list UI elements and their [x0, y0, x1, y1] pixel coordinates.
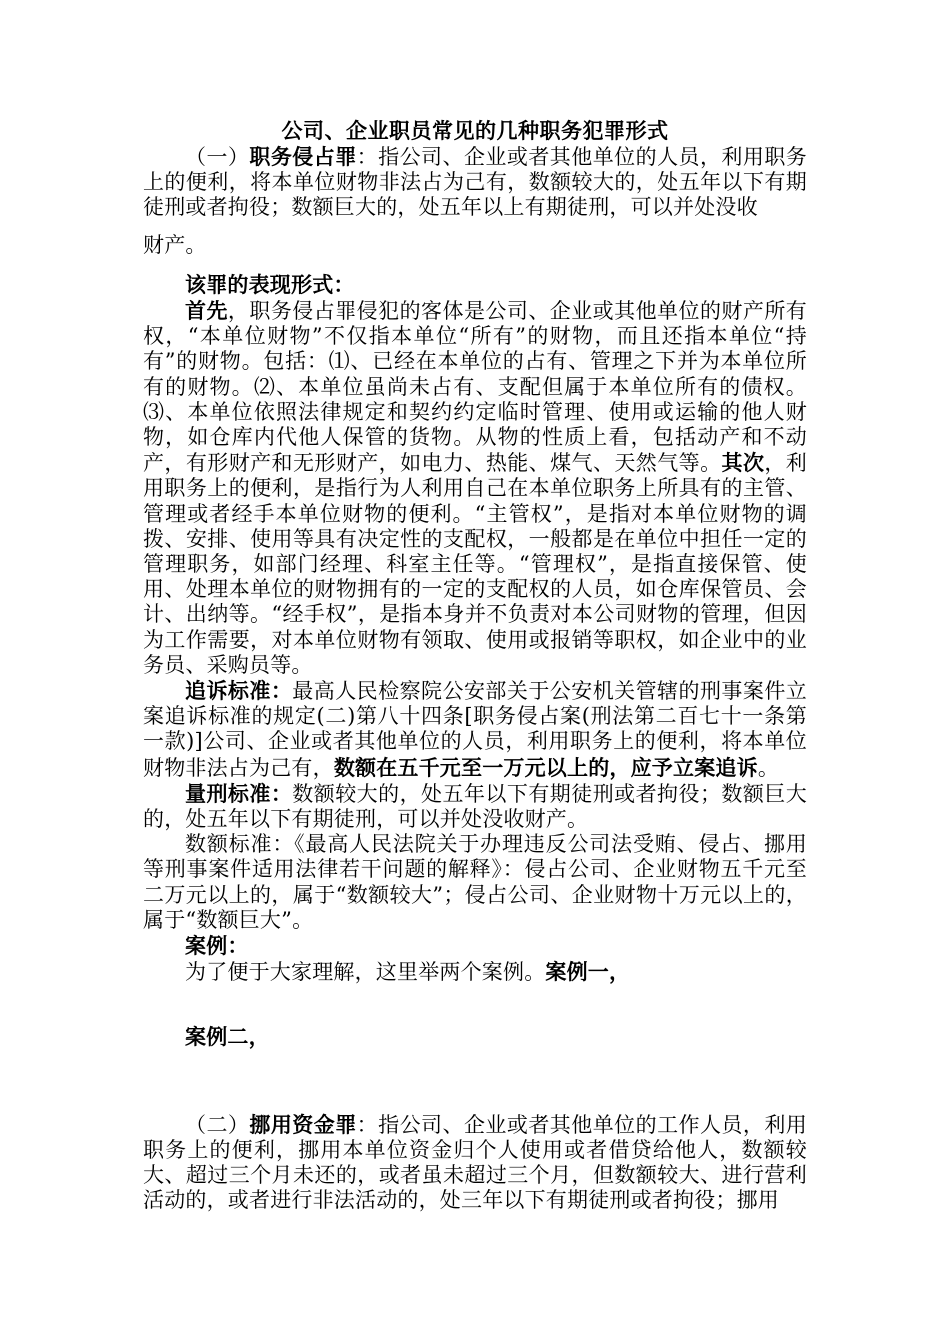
section2-paragraph: [143, 1112, 807, 1214]
section1-prefix: （一）: [185, 145, 250, 169]
section2-text: ：指公司、企业或者其他单位的工作人员，利用职务上的便利，挪用本单位资金归个人使用或者借贷给他人，数额较大、超过三个月未还的，或者虽未超过三个月，但数额较大、进行营利活动的，或者进行非法活动的，处三年以下有期徒刑或者拘役；挪用: [143, 1112, 808, 1213]
case-two-label: 案例二，: [185, 1023, 270, 1049]
prosecution-end: 。: [757, 755, 780, 780]
forms-second-label: 其次: [721, 450, 765, 476]
prosecution-text: 最高人民检察院公安部关于公安机关管辖的刑事案件立案追诉标准的规定(二)第八十四条[职务侵占案(刑法第二百七十一条第一款)]公司、企业或者其他单位的人员，利用职务上的便利，将本单位财物非法占为己有，: [143, 679, 807, 780]
forms-heading-paragraph: [143, 272, 807, 298]
forms-second-text: ，利用职务上的便利，是指行为人利用自己在本单位职务上所具有的主管、管理或者经手本单位财物的便利。“主管权”，是指对本单位财物的调拨、安排、使用等具有决定性的支配权，一般都是在单位中担任一定的管理职务，如部门经理、科室主任等。“管理权”，是指直接保管、使用、处理本单位的财物拥有的一定的支配权的人员，如仓库保管员、会计、出纳等。“经手权”，是指本身并不负责对本公司财物的管理，但因为工作需要，对本单位财物有领取、使用或报销等职权，如企业中的业务员、采购员等。: [143, 451, 808, 677]
case-one-label: 案例一，: [545, 959, 631, 985]
cases-heading-paragraph: [143, 933, 807, 959]
section1-tail: 财产。: [143, 232, 207, 257]
section2-name: 挪用资金罪: [249, 1111, 357, 1137]
document-title: 公司、企业职员常见的几种职务犯罪形式: [281, 118, 669, 143]
cases-intro: 为了便于大家理解，这里举两个案例。: [185, 960, 546, 985]
forms-first-text: ，职务侵占罪侵犯的客体是公司、企业或其他单位的财产所有权，“本单位财物”不仅指本单位“所有”的财物，而且还指本单位“持有”的财物。包括：⑴、已经在本单位的占有、管理之下并为本单位所有的财物。⑵、本单位虽尚未占有、支配但属于本单位所有的债权。⑶、本单位依照法律规定和契约约定临时管理、使用或运输的他人财物，如仓库内代他人保管的货物。从物的性质上看，包括动产和不动产，有形财产和无形财产，如电力、热能、煤气、天然气等。: [143, 299, 807, 476]
forms-first-label: 首先: [185, 298, 228, 324]
prosecution-label: 追诉标准：: [185, 678, 293, 704]
document-body: [143, 118, 807, 1214]
prosecution-paragraph: [143, 678, 807, 781]
cases-intro-paragraph: [143, 959, 807, 985]
section2-prefix: （二）: [185, 1112, 250, 1137]
section1-paragraph: [143, 144, 807, 221]
sentencing-text: 数额较大的，处五年以下有期徒刑或者拘役；数额巨大的，处五年以下有期徒刑，可以并处没收财产。: [143, 781, 807, 832]
forms-heading: 该罪的表现形式：: [185, 271, 355, 297]
case-two-paragraph: [143, 1024, 807, 1050]
amount-paragraph: 数额标准：《最高人民法院关于办理违反公司法受贿、侵占、挪用等刑事案件适用法律若干问题的解释》：侵占公司、企业财物五千元至二万元以上的，属于“数额较大”；侵占公司、企业财物十万元以上的，属于“数额巨大”。: [143, 832, 807, 932]
sentencing-label: 量刑标准：: [185, 780, 293, 806]
section1-name: 职务侵占罪: [249, 144, 357, 169]
forms-paragraph: [143, 298, 807, 678]
sentencing-paragraph: [143, 781, 807, 832]
prosecution-bold-text: 数额在五千元至一万元以上的，应予立案追诉: [333, 754, 758, 780]
section1-text: ：指公司、企业或者其他单位的人员，利用职务上的便利，将本单位财物非法占为己有，数额较大的，处五年以下有期徒刑或者拘役；数额巨大的，处五年以上有期徒刑，可以并处没收: [143, 145, 808, 220]
cases-heading: 案例：: [185, 933, 249, 959]
